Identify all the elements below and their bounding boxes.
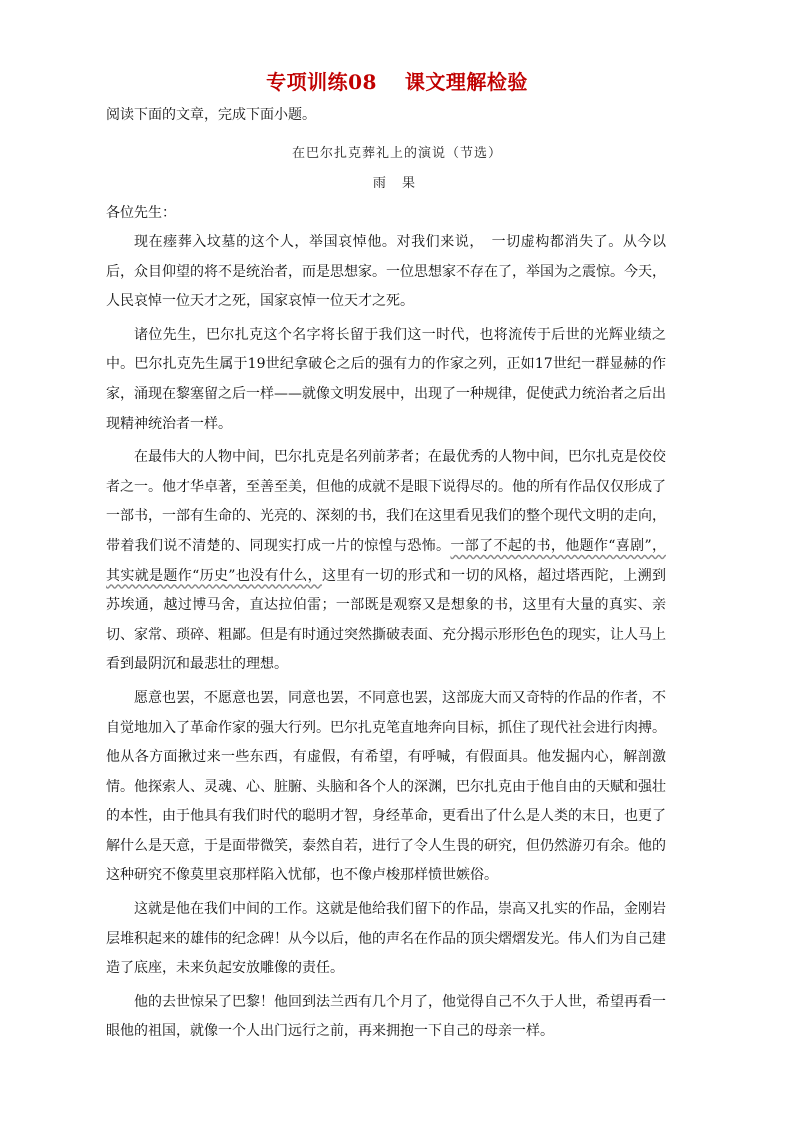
article-author: 雨 果 [372, 176, 422, 191]
page-title: 专项训练08 课文理解检验 [266, 70, 528, 94]
underlined-sentence: 一部了不起的书，他题作“喜剧”，其实就是题作“历史”也没有什么， [106, 537, 666, 584]
article-title: 在巴尔扎克葬礼上的演说（节选） [291, 146, 502, 161]
paragraph-3-continued: 这里有一切的形式和一切的风格，超过塔西陀，上溯到苏埃通，越过博马舍，直达拉伯雷；一部既是观察又是想象的书，这里有大量的真实、亲切、家常、琐碎、粗鄙。但是有时通过突然撕破表面、充分揭示形形色色的现实，让人马上看到最阴沉和最悲壮的理想。 [106, 567, 666, 673]
article-body [106, 228, 666, 1047]
paragraph-5: 这就是他在我们中间的工作。这就是他给我们留下的作品，崇高又扎实的作品，金刚岩层堆积起来的雄伟的纪念碑！从今以后，他的声名在作品的顶尖熠熠发光。伟人们为自己建造了底座，未来负起安放雕像的责任。 [106, 901, 666, 977]
instruction-text: 阅读下面的文章，完成下面小题。 [106, 107, 316, 123]
paragraph-3-text: 在最伟大的人物中间，巴尔扎克是名列前茅者；在最优秀的人物中间，巴尔扎克是佼佼者之一。他才华卓著，至善至美，但他的成就不是眼下说得尽的。他的所有作品仅仅形成了一部书，一部有生命的、光亮的、深刻的书，我们在这里看见我们的整个现代文明的走向，带着我们说不清楚的、同现实打成一片的惊惶与恐怖。 [106, 449, 666, 554]
paragraph-6: 他的去世惊呆了巴黎！他回到法兰西有几个月了，他觉得自己不久于人世，希望再看一眼他的祖国，就像一个人出门远行之前，再来拥抱一下自己的母亲一样。 [106, 993, 666, 1040]
salutation: 各位先生： [106, 205, 176, 221]
paragraph-4: 愿意也罢，不愿意也罢，同意也罢，不同意也罢，这部庞大而又奇特的作品的作者，不自觉地加入了革命作家的强大行列。巴尔扎克笔直地奔向目标，抓住了现代社会进行肉搏。他从各方面揪过来一些东西，有虚假，有希望，有呼喊，有假面具。他发掘内心，解剖激情。他探索人、灵魂、心、脏腑、头脑和各个人的深渊，巴尔扎克由于他自由的天赋和强壮的本性，由于他具有我们时代的聪明才智，身经革命，更看出了什么是人类的末日，也更了解什么是天意，于是面带微笑，泰然自若，进行了令人生畏的研究，但仍然游刃有余。他的这种研究不像莫里哀那样陷入忧郁，也不像卢梭那样愤世嫉俗。 [106, 689, 666, 884]
paragraph-1: 现在瘗葬入坟墓的这个人，举国哀悼他。对我们来说， 一切虚构都消失了。从今以后，众目仰望的将不是统治者，而是思想家。一位思想家不存在了，举国为之震惊。今天，人民哀悼一位天才之死，国家哀悼一位天才之死。 [106, 234, 666, 310]
paragraph-2: 诸位先生，巴尔扎克这个名字将长留于我们这一时代，也将流传于后世的光辉业绩之中。巴尔扎克先生属于19世纪拿破仑之后的强有力的作家之列，正如17世纪一群显赫的作家，涌现在黎塞留之后一样——就像文明发展中，出现了一种规律，促使武力统治者之后出现精神统治者一样。 [106, 326, 666, 432]
paragraph-3 [106, 443, 666, 680]
